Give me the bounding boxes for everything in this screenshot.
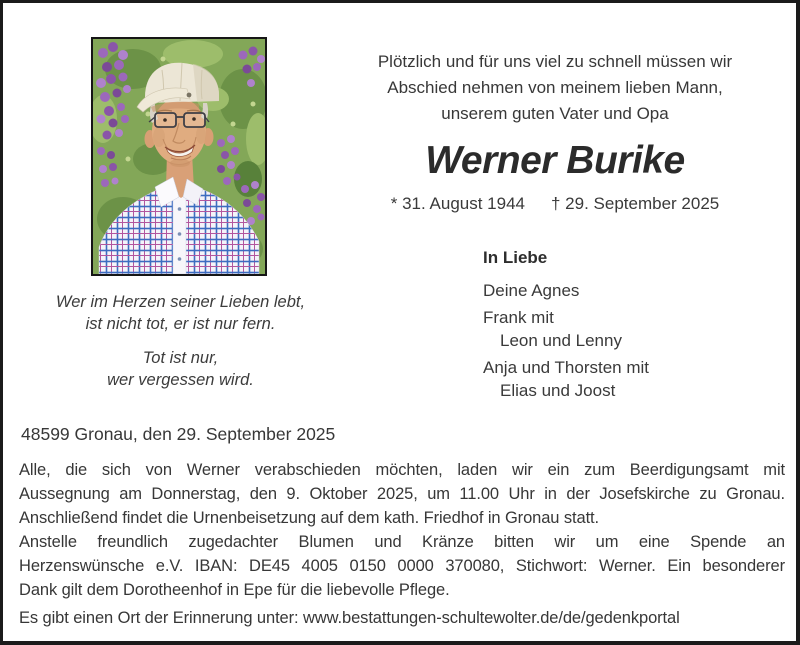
deceased-name: Werner Burike bbox=[425, 139, 685, 182]
intro-line: unserem guten Vater und Opa bbox=[441, 104, 669, 123]
body-line: Anstelle freundlich zugedachter Blumen und Kränze bitten wir um eine Spende an bbox=[19, 533, 785, 551]
body-line: Dank gilt dem Dorotheenhof in Epe für die liebevolle Pflege. bbox=[19, 581, 450, 599]
mourner-line: Leon und Lenny bbox=[500, 331, 622, 350]
verse-line: wer vergessen wird. bbox=[107, 371, 254, 389]
farewell-block bbox=[483, 246, 649, 402]
verse-stanza bbox=[33, 291, 328, 335]
mourner-line: Elias und Joost bbox=[500, 381, 616, 400]
body-line: Anschließend findet die Urnenbeisetzung auf dem kath. Friedhof in Gronau statt. bbox=[19, 509, 600, 527]
place-date-line: 48599 Gronau, den 29. September 2025 bbox=[21, 424, 336, 444]
birth-date: * 31. August 1944 bbox=[390, 194, 525, 213]
intro-line: Plötzlich und für uns viel zu schnell müssen wir bbox=[377, 52, 733, 71]
portrait-illustration bbox=[93, 39, 265, 274]
intro-text bbox=[345, 49, 765, 127]
body-line: Herzenswünsche e.V. IBAN: DE45 4005 0150 0000 370080, Stichwort: Werner. Ein besonderer bbox=[19, 557, 785, 575]
verse-line: Wer im Herzen seiner Lieben lebt, bbox=[55, 293, 306, 311]
mourner-line: Frank mit bbox=[483, 308, 554, 327]
verse-line: Tot ist nur, bbox=[142, 349, 219, 367]
mourner-line: Anja und Thorsten mit bbox=[483, 358, 649, 377]
farewell-heading: In Liebe bbox=[483, 248, 548, 267]
mourner-line: Deine Agnes bbox=[483, 281, 580, 300]
verse-line: ist nicht tot, er ist nur fern. bbox=[85, 315, 276, 333]
verse-stanza bbox=[33, 347, 328, 391]
announcement-text bbox=[19, 458, 785, 630]
portrait-photo bbox=[91, 37, 267, 276]
memorial-verse bbox=[33, 291, 328, 391]
memorial-portal-line: Es gibt einen Ort der Erinnerung unter: www.bestattungen-schultewolter.de/de/gedenkportal bbox=[19, 609, 680, 627]
body-line: Alle, die sich von Werner verabschieden möchten, laden wir ein zum Beerdigungsamt mit bbox=[19, 461, 785, 479]
intro-line: Abschied nehmen von meinem lieben Mann, bbox=[387, 78, 723, 97]
death-date: † 29. September 2025 bbox=[551, 194, 720, 213]
life-dates bbox=[345, 194, 765, 214]
body-line: Aussegnung am Donnerstag, den 9. Oktober 2025, um 11.00 Uhr in der Josefskirche zu Gronau. bbox=[19, 485, 785, 503]
